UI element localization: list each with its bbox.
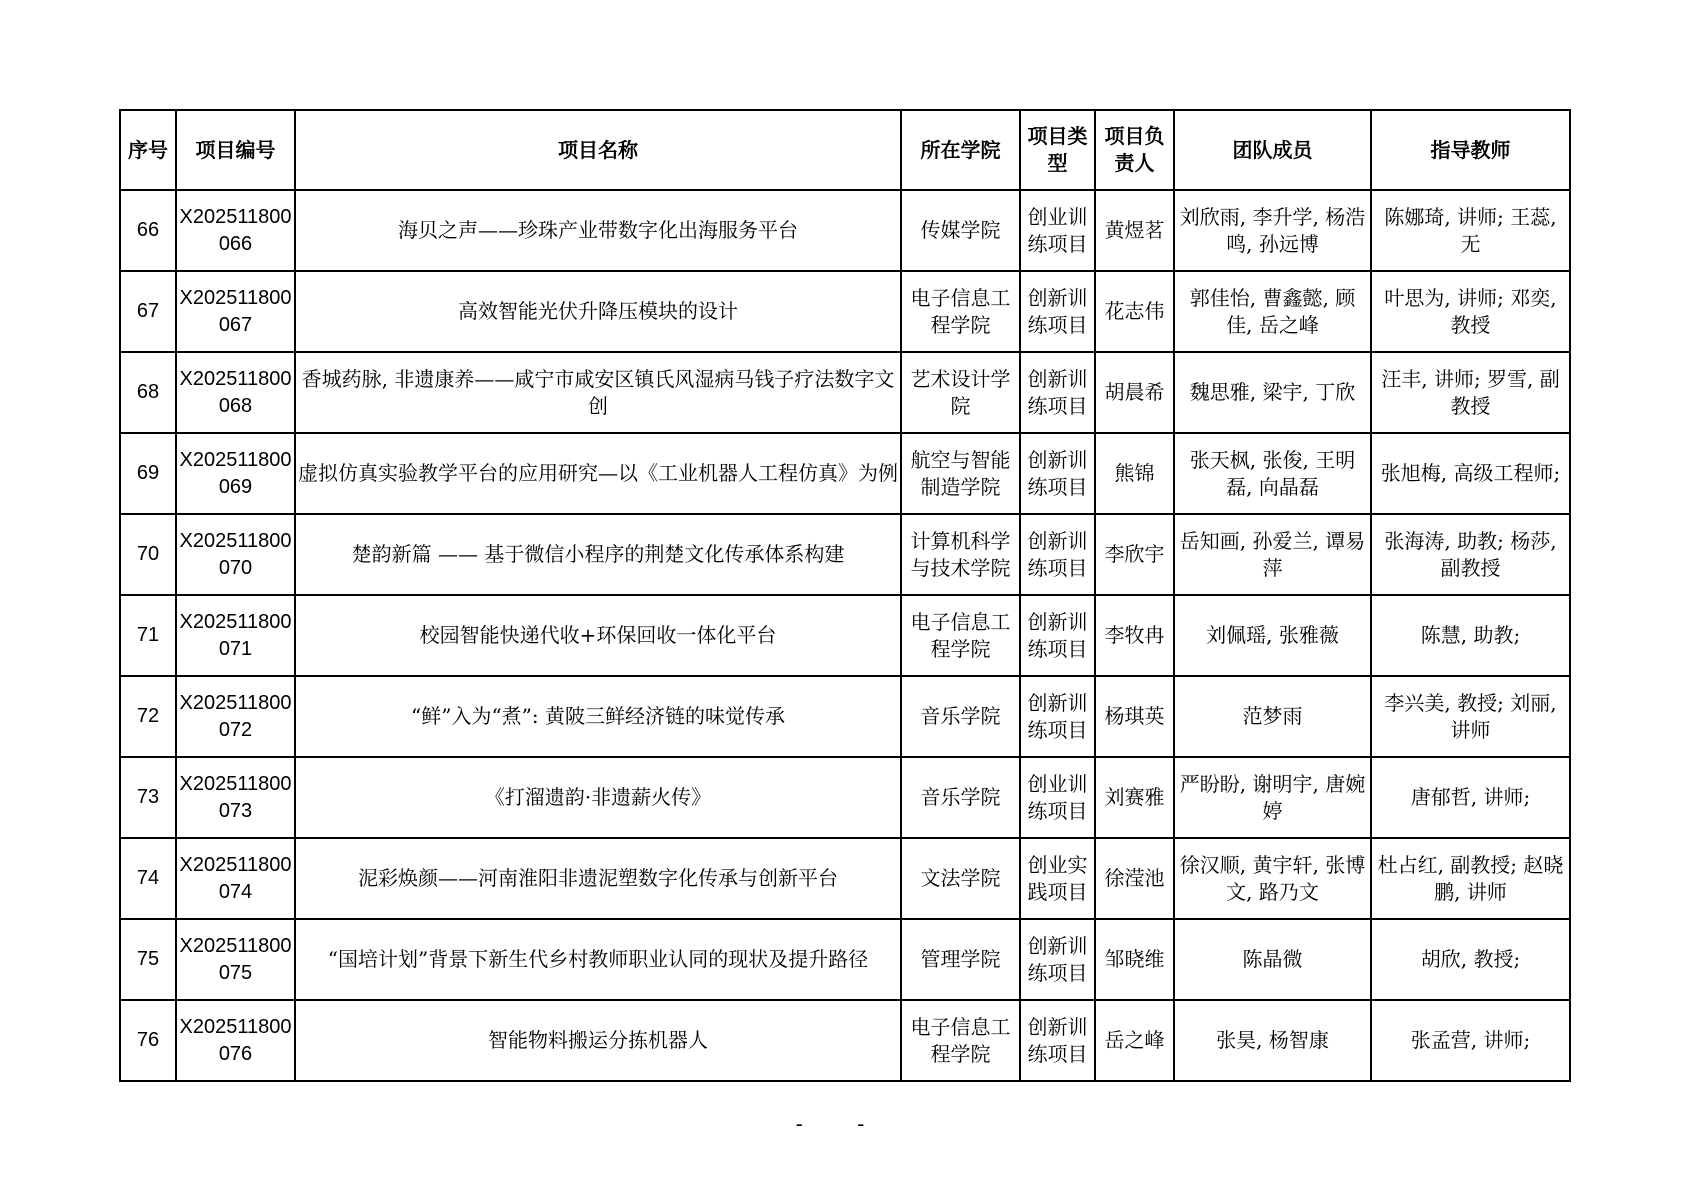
cell-project-code: X202511800070: [176, 514, 295, 595]
cell-project-type: 创新训练项目: [1020, 514, 1095, 595]
cell-project-type: 创新训练项目: [1020, 595, 1095, 676]
cell-team-members: 张天枫, 张俊, 王明磊, 向晶磊: [1174, 433, 1371, 514]
cell-index: 76: [120, 1000, 176, 1081]
cell-project-type: 创业训练项目: [1020, 190, 1095, 271]
header-cell-project-code: 项目编号: [176, 110, 295, 190]
header-cell-team-members: 团队成员: [1174, 110, 1371, 190]
cell-college: 文法学院: [901, 838, 1020, 919]
header-cell-advisors: 指导教师: [1371, 110, 1570, 190]
cell-advisors: 张孟营, 讲师;: [1371, 1000, 1570, 1081]
table-row: [120, 676, 1570, 757]
cell-leader: 岳之峰: [1095, 1000, 1174, 1081]
table-header: [120, 110, 1570, 190]
cell-team-members: 郭佳怡, 曹鑫懿, 顾佳, 岳之峰: [1174, 271, 1371, 352]
cell-project-code: X202511800076: [176, 1000, 295, 1081]
cell-advisors: 杜占红, 副教授; 赵晓鹏, 讲师: [1371, 838, 1570, 919]
cell-college: 音乐学院: [901, 757, 1020, 838]
cell-advisors: 叶思为, 讲师; 邓奕, 教授: [1371, 271, 1570, 352]
cell-advisors: 张海涛, 助教; 杨莎, 副教授: [1371, 514, 1570, 595]
table-row: [120, 190, 1570, 271]
table-row: [120, 514, 1570, 595]
page-footer-marker: - -: [795, 1112, 889, 1136]
cell-project-type: 创新训练项目: [1020, 352, 1095, 433]
table-body: [120, 190, 1570, 1081]
table-row: [120, 919, 1570, 1000]
table-row: [120, 595, 1570, 676]
cell-college: 电子信息工程学院: [901, 271, 1020, 352]
cell-team-members: 张昊, 杨智康: [1174, 1000, 1371, 1081]
cell-project-name: 香城药脉, 非遗康养——咸宁市咸安区镇氏风湿病马钱子疗法数字文创: [295, 352, 901, 433]
cell-team-members: 魏思雅, 梁宇, 丁欣: [1174, 352, 1371, 433]
table-row: [120, 271, 1570, 352]
cell-team-members: 刘佩瑶, 张雅薇: [1174, 595, 1371, 676]
cell-advisors: 李兴美, 教授; 刘丽, 讲师: [1371, 676, 1570, 757]
cell-leader: 花志伟: [1095, 271, 1174, 352]
project-table: [119, 109, 1571, 1082]
cell-leader: 黄煜茗: [1095, 190, 1174, 271]
cell-project-type: 创新训练项目: [1020, 676, 1095, 757]
cell-advisors: 陈慧, 助教;: [1371, 595, 1570, 676]
cell-college: 电子信息工程学院: [901, 595, 1020, 676]
cell-leader: 刘赛雅: [1095, 757, 1174, 838]
cell-project-type: 创新训练项目: [1020, 271, 1095, 352]
cell-project-name: “鲜”入为“煮”: 黄陂三鲜经济链的味觉传承: [295, 676, 901, 757]
cell-leader: 李牧冉: [1095, 595, 1174, 676]
cell-index: 73: [120, 757, 176, 838]
table-row: [120, 838, 1570, 919]
cell-leader: 徐滢池: [1095, 838, 1174, 919]
cell-leader: 邹晓维: [1095, 919, 1174, 1000]
header-cell-index: 序号: [120, 110, 176, 190]
cell-college: 艺术设计学院: [901, 352, 1020, 433]
cell-college: 传媒学院: [901, 190, 1020, 271]
cell-index: 74: [120, 838, 176, 919]
cell-advisors: 唐郁哲, 讲师;: [1371, 757, 1570, 838]
cell-team-members: 范梦雨: [1174, 676, 1371, 757]
cell-project-name: 楚韵新篇 —— 基于微信小程序的荆楚文化传承体系构建: [295, 514, 901, 595]
cell-index: 70: [120, 514, 176, 595]
cell-index: 69: [120, 433, 176, 514]
table-row: [120, 352, 1570, 433]
cell-project-name: 智能物料搬运分拣机器人: [295, 1000, 901, 1081]
cell-college: 管理学院: [901, 919, 1020, 1000]
cell-project-name: 校园智能快递代收+环保回收一体化平台: [295, 595, 901, 676]
cell-leader: 熊锦: [1095, 433, 1174, 514]
cell-project-code: X202511800069: [176, 433, 295, 514]
cell-index: 68: [120, 352, 176, 433]
header-cell-college: 所在学院: [901, 110, 1020, 190]
cell-leader: 杨琪英: [1095, 676, 1174, 757]
cell-team-members: 严盼盼, 谢明宇, 唐婉婷: [1174, 757, 1371, 838]
cell-advisors: 胡欣, 教授;: [1371, 919, 1570, 1000]
table-row: [120, 757, 1570, 838]
cell-project-code: X202511800074: [176, 838, 295, 919]
header-cell-leader: 项目负责人: [1095, 110, 1174, 190]
cell-project-name: 虚拟仿真实验教学平台的应用研究—以《工业机器人工程仿真》为例: [295, 433, 901, 514]
cell-project-code: X202511800073: [176, 757, 295, 838]
cell-project-name: “国培计划”背景下新生代乡村教师职业认同的现状及提升路径: [295, 919, 901, 1000]
project-table-container: [119, 109, 1571, 1082]
cell-leader: 胡晨希: [1095, 352, 1174, 433]
cell-project-code: X202511800071: [176, 595, 295, 676]
table-row: [120, 1000, 1570, 1081]
header-row: [120, 110, 1570, 190]
cell-project-code: X202511800075: [176, 919, 295, 1000]
cell-project-code: X202511800066: [176, 190, 295, 271]
cell-project-code: X202511800072: [176, 676, 295, 757]
header-cell-project-name: 项目名称: [295, 110, 901, 190]
cell-advisors: 张旭梅, 高级工程师;: [1371, 433, 1570, 514]
cell-index: 71: [120, 595, 176, 676]
cell-index: 75: [120, 919, 176, 1000]
cell-index: 67: [120, 271, 176, 352]
cell-project-name: 泥彩焕颜——河南淮阳非遗泥塑数字化传承与创新平台: [295, 838, 901, 919]
cell-project-name: 高效智能光伏升降压模块的设计: [295, 271, 901, 352]
cell-project-code: X202511800067: [176, 271, 295, 352]
cell-project-type: 创新训练项目: [1020, 433, 1095, 514]
cell-team-members: 徐汉顺, 黄宇轩, 张博文, 路乃文: [1174, 838, 1371, 919]
cell-leader: 李欣宇: [1095, 514, 1174, 595]
cell-advisors: 陈娜琦, 讲师; 王蕊, 无: [1371, 190, 1570, 271]
cell-project-type: 创业训练项目: [1020, 757, 1095, 838]
header-cell-project-type: 项目类型: [1020, 110, 1095, 190]
cell-project-type: 创新训练项目: [1020, 1000, 1095, 1081]
table-row: [120, 433, 1570, 514]
cell-team-members: 陈晶微: [1174, 919, 1371, 1000]
cell-college: 电子信息工程学院: [901, 1000, 1020, 1081]
cell-index: 66: [120, 190, 176, 271]
cell-college: 计算机科学与技术学院: [901, 514, 1020, 595]
cell-project-name: 海贝之声——珍珠产业带数字化出海服务平台: [295, 190, 901, 271]
cell-team-members: 刘欣雨, 李升学, 杨浩鸣, 孙远博: [1174, 190, 1371, 271]
cell-index: 72: [120, 676, 176, 757]
cell-advisors: 汪丰, 讲师; 罗雪, 副教授: [1371, 352, 1570, 433]
cell-team-members: 岳知画, 孙爱兰, 谭易萍: [1174, 514, 1371, 595]
cell-project-code: X202511800068: [176, 352, 295, 433]
cell-college: 音乐学院: [901, 676, 1020, 757]
cell-project-type: 创新训练项目: [1020, 919, 1095, 1000]
cell-college: 航空与智能制造学院: [901, 433, 1020, 514]
cell-project-name: 《打溜遗韵·非遗薪火传》: [295, 757, 901, 838]
cell-project-type: 创业实践项目: [1020, 838, 1095, 919]
